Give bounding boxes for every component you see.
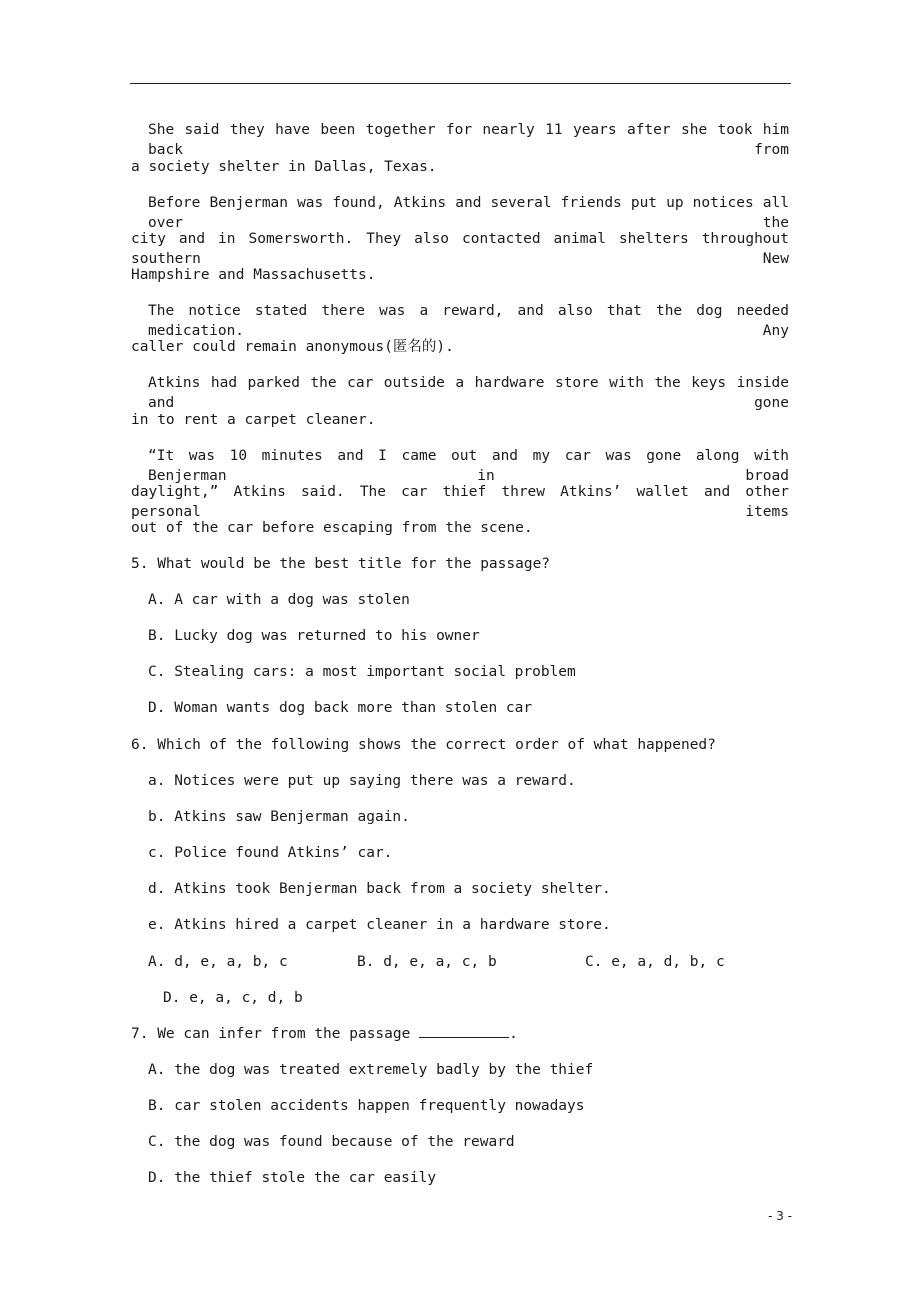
question-6-event-d: d. Atkins took Benjerman back from a society shelter.: [148, 881, 611, 897]
question-6-option-a: A. d, e, a, b, c: [148, 954, 288, 970]
header-rule: [130, 83, 791, 84]
question-6-stem: 6. Which of the following shows the correct order of what happened?: [131, 737, 716, 753]
passage-p1-line1: She said they have been together for nearly 11 years after she took him back from: [148, 122, 789, 158]
page-number: - 3 -: [768, 1209, 792, 1223]
passage-p2-line3: Hampshire and Massachusetts.: [131, 267, 376, 283]
question-7-stem-text: 7. We can infer from the passage: [131, 1026, 411, 1042]
passage-p2-line2: city and in Somersworth. They also contacted animal shelters throughout southern New: [131, 231, 789, 267]
question-6-event-b: b. Atkins saw Benjerman again.: [148, 809, 410, 825]
question-5-stem: 5. What would be the best title for the passage?: [131, 556, 551, 572]
question-6-event-c: c. Police found Atkins’ car.: [148, 845, 393, 861]
question-7-option-c: C. the dog was found because of the reward: [148, 1134, 515, 1150]
passage-p2-line1: Before Benjerman was found, Atkins and several friends put up notices all over the: [148, 195, 789, 231]
passage-p3-line1: The notice stated there was a reward, and also that the dog needed medication. Any: [148, 303, 789, 339]
question-5-option-b: B. Lucky dog was returned to his owner: [148, 628, 480, 644]
question-7-option-b: B. car stolen accidents happen frequently nowadays: [148, 1098, 585, 1114]
passage-p4-line2: in to rent a carpet cleaner.: [131, 412, 376, 428]
question-6-option-b: B. d, e, a, c, b: [357, 954, 497, 970]
passage-p1-line2: a society shelter in Dallas, Texas.: [131, 159, 437, 175]
question-6-option-d: D. e, a, c, d, b: [163, 990, 303, 1006]
question-7-option-d: D. the thief stole the car easily: [148, 1170, 437, 1186]
question-5-option-c: C. Stealing cars: a most important social problem: [148, 664, 576, 680]
passage-p3-line2: caller could remain anonymous(匿名的).: [131, 339, 454, 355]
question-6-event-a: a. Notices were put up saying there was a reward.: [148, 773, 576, 789]
passage-p5-line1: “It was 10 minutes and I came out and my car was gone along with Benjerman in broad: [148, 448, 789, 484]
question-7-option-a: A. the dog was treated extremely badly by the thief: [148, 1062, 594, 1078]
question-7-stem: [131, 1024, 518, 1044]
question-7-stem-end: .: [509, 1026, 518, 1042]
passage-p5-line3: out of the car before escaping from the scene.: [131, 520, 533, 536]
passage-p5-line2: daylight,” Atkins said. The car thief threw Atkins’ wallet and other personal items: [131, 484, 789, 520]
question-6-option-c: C. e, a, d, b, c: [585, 954, 725, 970]
answer-blank: [419, 1025, 509, 1038]
question-5-option-a: A. A car with a dog was stolen: [148, 592, 410, 608]
question-6-event-e: e. Atkins hired a carpet cleaner in a hardware store.: [148, 917, 611, 933]
question-5-option-d: D. Woman wants dog back more than stolen car: [148, 700, 533, 716]
passage-p4-line1: Atkins had parked the car outside a hardware store with the keys inside and gone: [148, 375, 789, 411]
